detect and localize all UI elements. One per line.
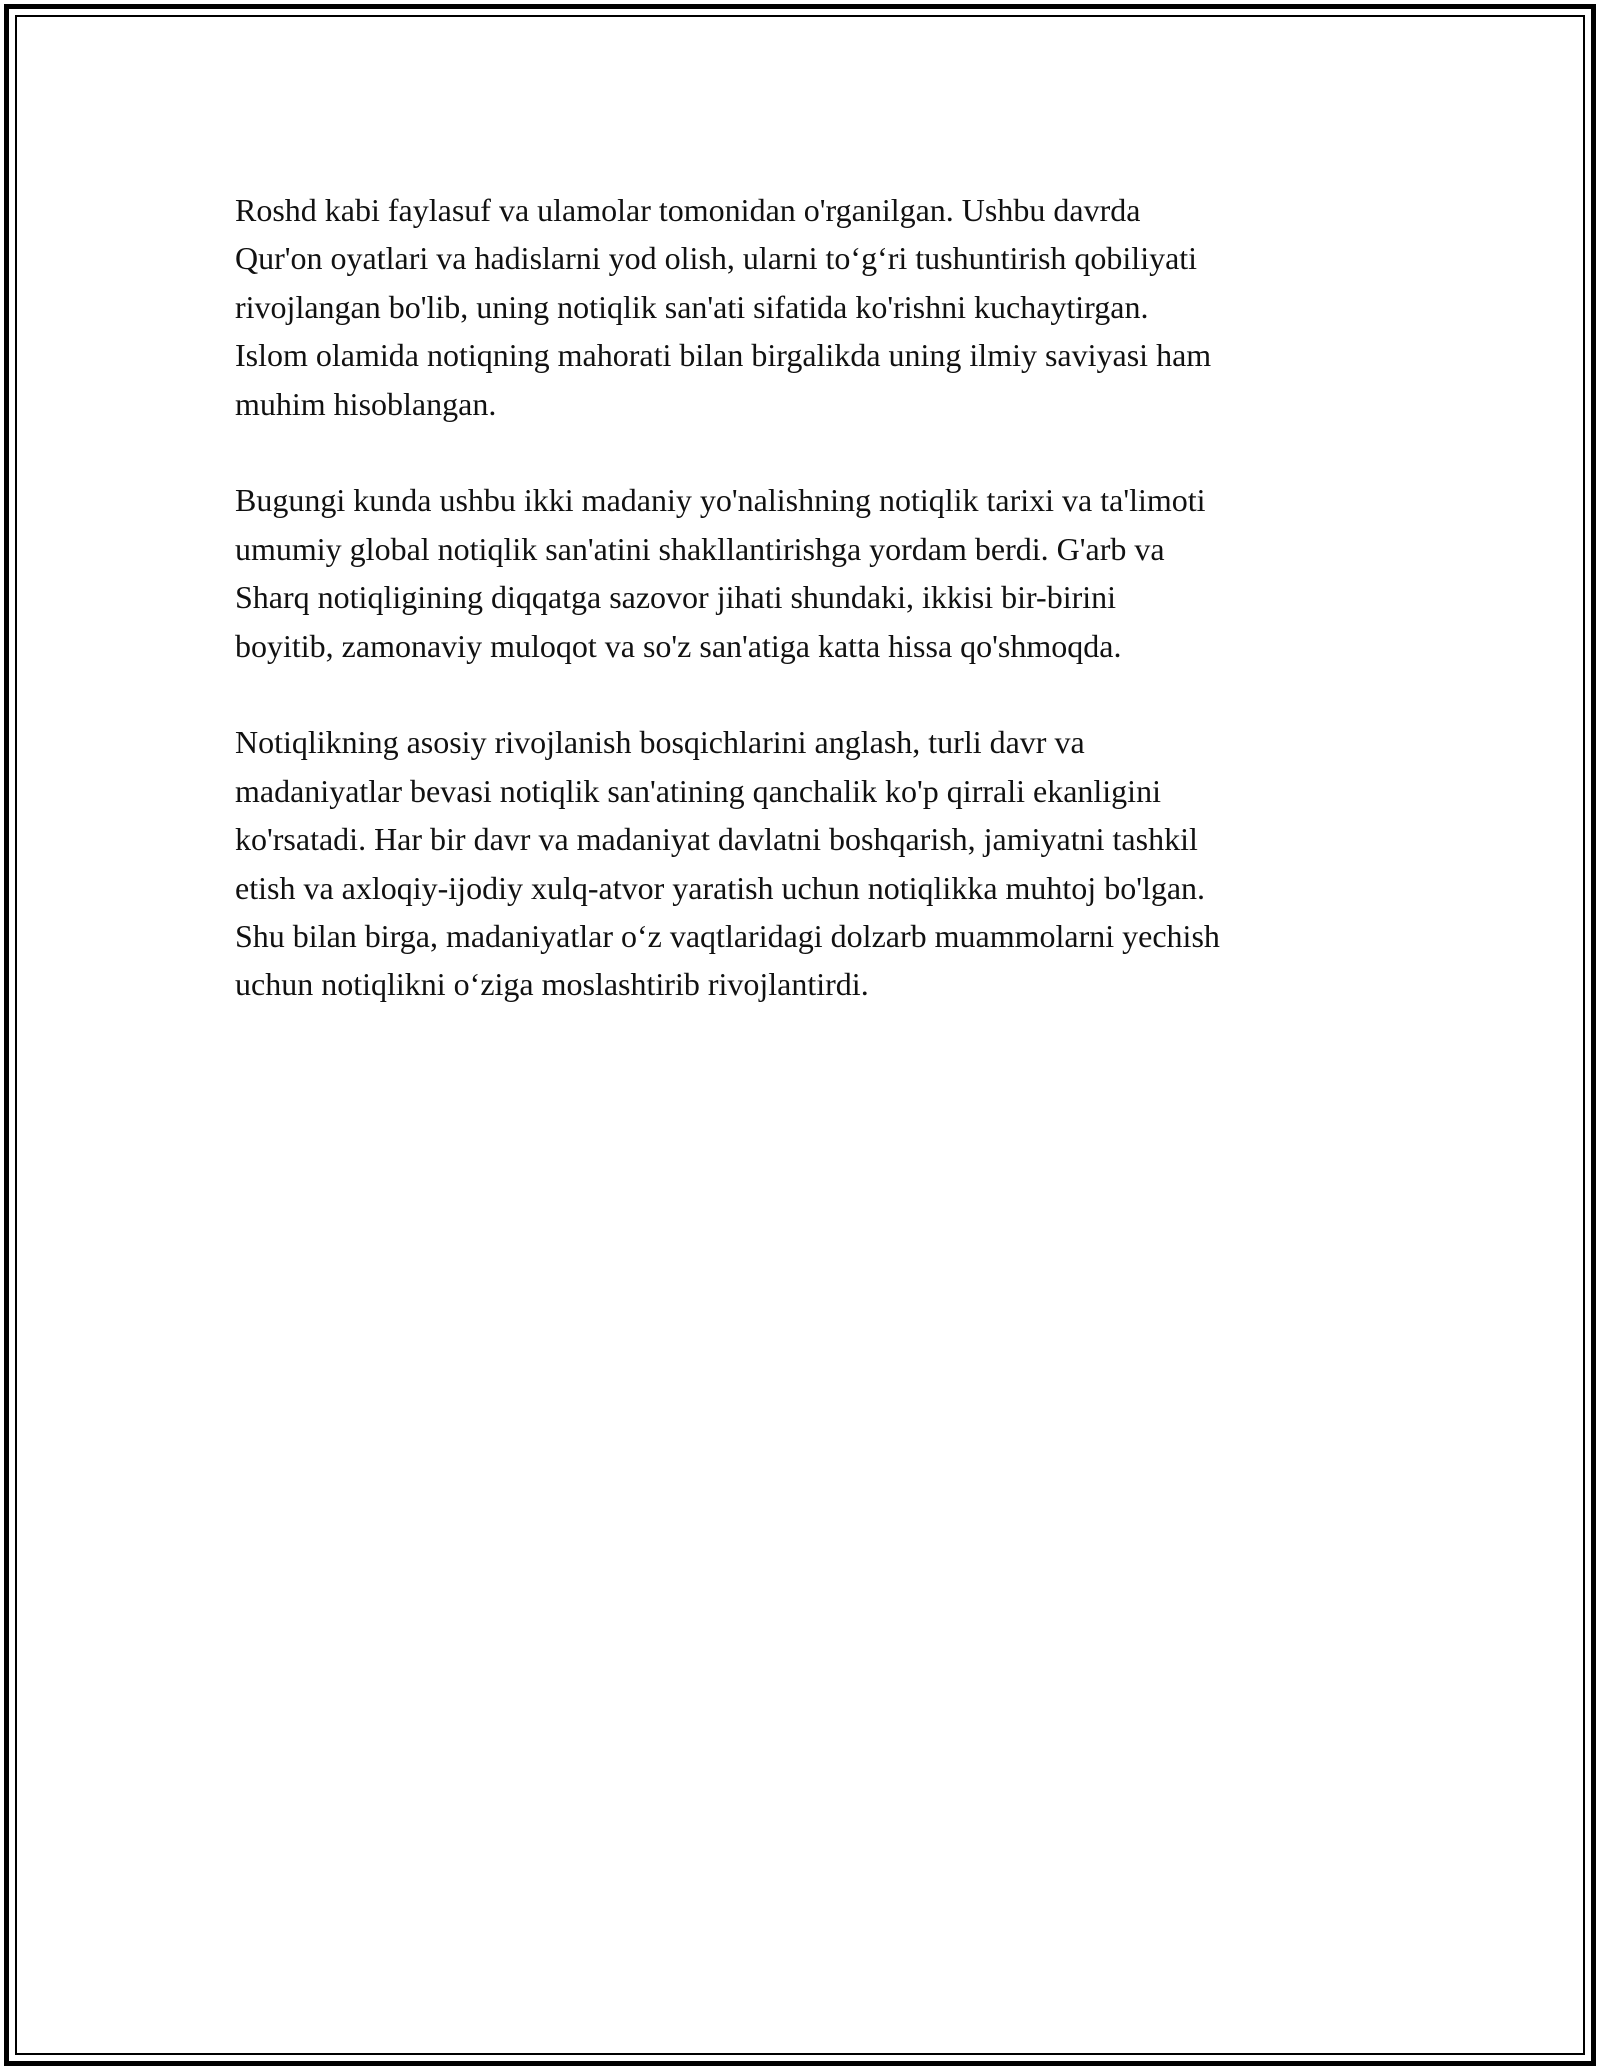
text-line: Notiqlikning asosiy rivojlanish bosqichlarini anglash, turli davr va: [235, 724, 1085, 761]
paragraph-1: [235, 186, 1375, 428]
text-line: ko'rsatadi. Har bir davr va madaniyat davlatni boshqarish, jamiyatni tashkil: [235, 821, 1198, 858]
text-line: etish va axloqiy-ijodiy xulq-atvor yaratish uchun notiqlikka muhtoj bo'lgan.: [235, 869, 1206, 906]
text-line: Sharq notiqligining diqqatga sazovor jihati shundaki, ikkisi bir-birini: [235, 579, 1117, 616]
text-line: Qur'on oyatlari va hadislarni yod olish, ularni to‘g‘ri tushuntirish qobiliyati: [235, 240, 1198, 277]
text-line: Shu bilan birga, madaniyatlar o‘z vaqtlaridagi dolzarb muammolarni yechish: [235, 918, 1220, 955]
text-line: umumiy global notiqlik san'atini shakllantirishga yordam berdi. G'arb va: [235, 530, 1165, 567]
text-line: madaniyatlar bevasi notiqlik san'atining qanchalik ko'p qirrali ekanligini: [235, 772, 1161, 809]
text-line: muhim hisoblangan.: [235, 385, 497, 422]
document-body: [235, 186, 1375, 1057]
text-line: rivojlangan bo'lib, uning notiqlik san'ati sifatida ko'rishni kuchaytirgan.: [235, 288, 1149, 325]
paragraph-2: [235, 476, 1375, 670]
text-line: uchun notiqlikni o‘ziga moslashtirib rivojlantirdi.: [235, 966, 869, 1003]
text-line: Islom olamida notiqning mahorati bilan birgalikda uning ilmiy saviyasi ham: [235, 337, 1212, 374]
text-line: Roshd kabi faylasuf va ulamolar tomonidan o'rganilgan. Ushbu davrda: [235, 192, 1141, 228]
paragraph-3: [235, 718, 1375, 1008]
text-line: Bugungi kunda ushbu ikki madaniy yo'nalishning notiqlik tarixi va ta'limoti: [235, 482, 1206, 519]
text-line: boyitib, zamonaviy muloqot va so'z san'atiga katta hissa qo'shmoqda.: [235, 627, 1122, 664]
